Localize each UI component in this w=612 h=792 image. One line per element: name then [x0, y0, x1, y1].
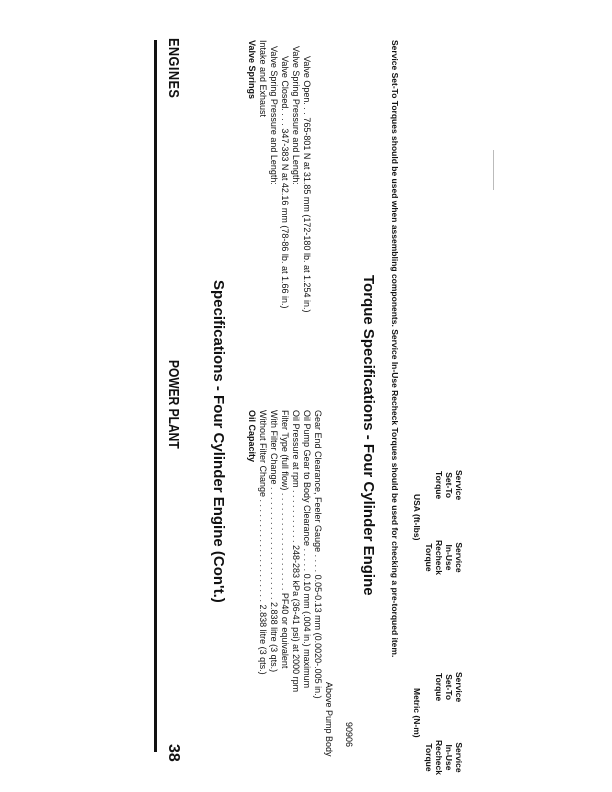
header-line: Recheck: [434, 540, 444, 575]
header-line: Torque: [434, 471, 444, 500]
oil-capacity-line: Above Pump Body: [324, 682, 334, 757]
oil-capacity-heading: Oil Capacity: [247, 410, 257, 463]
code-number: 90906: [344, 722, 354, 748]
oil-capacity-line: Filter Type (full flow) . . . . . . . . . . . . . . . . . . . . PF40 or equivalent: [280, 410, 290, 669]
metric-label: Metric (N-m): [412, 688, 422, 738]
usa-label: USA (ft-lbs): [412, 494, 422, 541]
header-line: Service: [454, 542, 464, 573]
usa-in-use-header: [424, 540, 464, 575]
header-line: Recheck: [434, 740, 444, 775]
oil-capacity-line: Oil Pump Gear to Body Clearance . . . . . 0.10 mm (.004 in.) maximum: [302, 410, 312, 689]
valve-springs-line: Valve Spring Pressure and Length:: [291, 46, 301, 185]
metric-set-to-header: [434, 672, 464, 702]
scan-mark: [493, 150, 494, 190]
oil-capacity-line: Gear End Clearance, Feeler Gauge . . . . 0.05-0.13 mm (0.0020-.005 in.): [313, 410, 323, 699]
torque-note: Service Set-To Torques should be used when assembling components. Service In-Use Recheck Torques should be used for checking a pre-torqued item.: [390, 40, 400, 658]
section-title: ENGINES: [165, 38, 182, 99]
usa-set-to-header: [434, 470, 464, 500]
oil-capacity-line: With Filter Change . . . . . . . . . . . . . . . . . . . . . . . 2.838 litre (3 qts.): [269, 410, 279, 673]
valve-springs-line: Valve Closed. . . . 347-383 N at 42.16 mm (78-86 lb. at 1.66 in.): [280, 56, 290, 309]
header-line: Set-To: [444, 674, 454, 701]
header-line: Torque: [434, 673, 444, 702]
metric-in-use-header: [424, 740, 464, 775]
valve-springs-line: Valve Spring Pressure and Length:: [269, 46, 279, 185]
oil-capacity-line: Without Filter Change . . . . . . . . . . . . . . . . . . . . . 2.838 litre (3 qts.): [258, 410, 268, 675]
page-title: POWER PLANT: [165, 360, 182, 449]
header-line: Set-To: [444, 472, 454, 499]
header-line: Service: [454, 742, 464, 773]
valve-springs-heading: Valve Springs: [247, 40, 257, 100]
valve-springs-line: Valve Open. . . 765-801 N at 31.85 mm (172-180 lb. at 1.254 in.): [302, 56, 312, 313]
header-line: In-Use: [444, 544, 454, 571]
valve-springs-line: Intake and Exhaust: [258, 40, 268, 118]
header-rule: [154, 40, 157, 752]
header-line: Torque: [424, 543, 434, 572]
header-line: Service: [454, 470, 464, 501]
header-line: Service: [454, 672, 464, 703]
torque-title: Torque Specifications - Four Cylinder Engine: [360, 275, 377, 596]
header-line: In-Use: [444, 744, 454, 771]
header-line: Torque: [424, 743, 434, 772]
spec-title: Specifications - Four Cylinder Engine (Con't.): [210, 280, 227, 603]
oil-capacity-line: Oil Pressure at rpm . . . . . . . . . . . 248-283 kPa (36-41 psi) at 2000 rpm: [291, 410, 301, 693]
page-number: 38: [165, 744, 182, 762]
